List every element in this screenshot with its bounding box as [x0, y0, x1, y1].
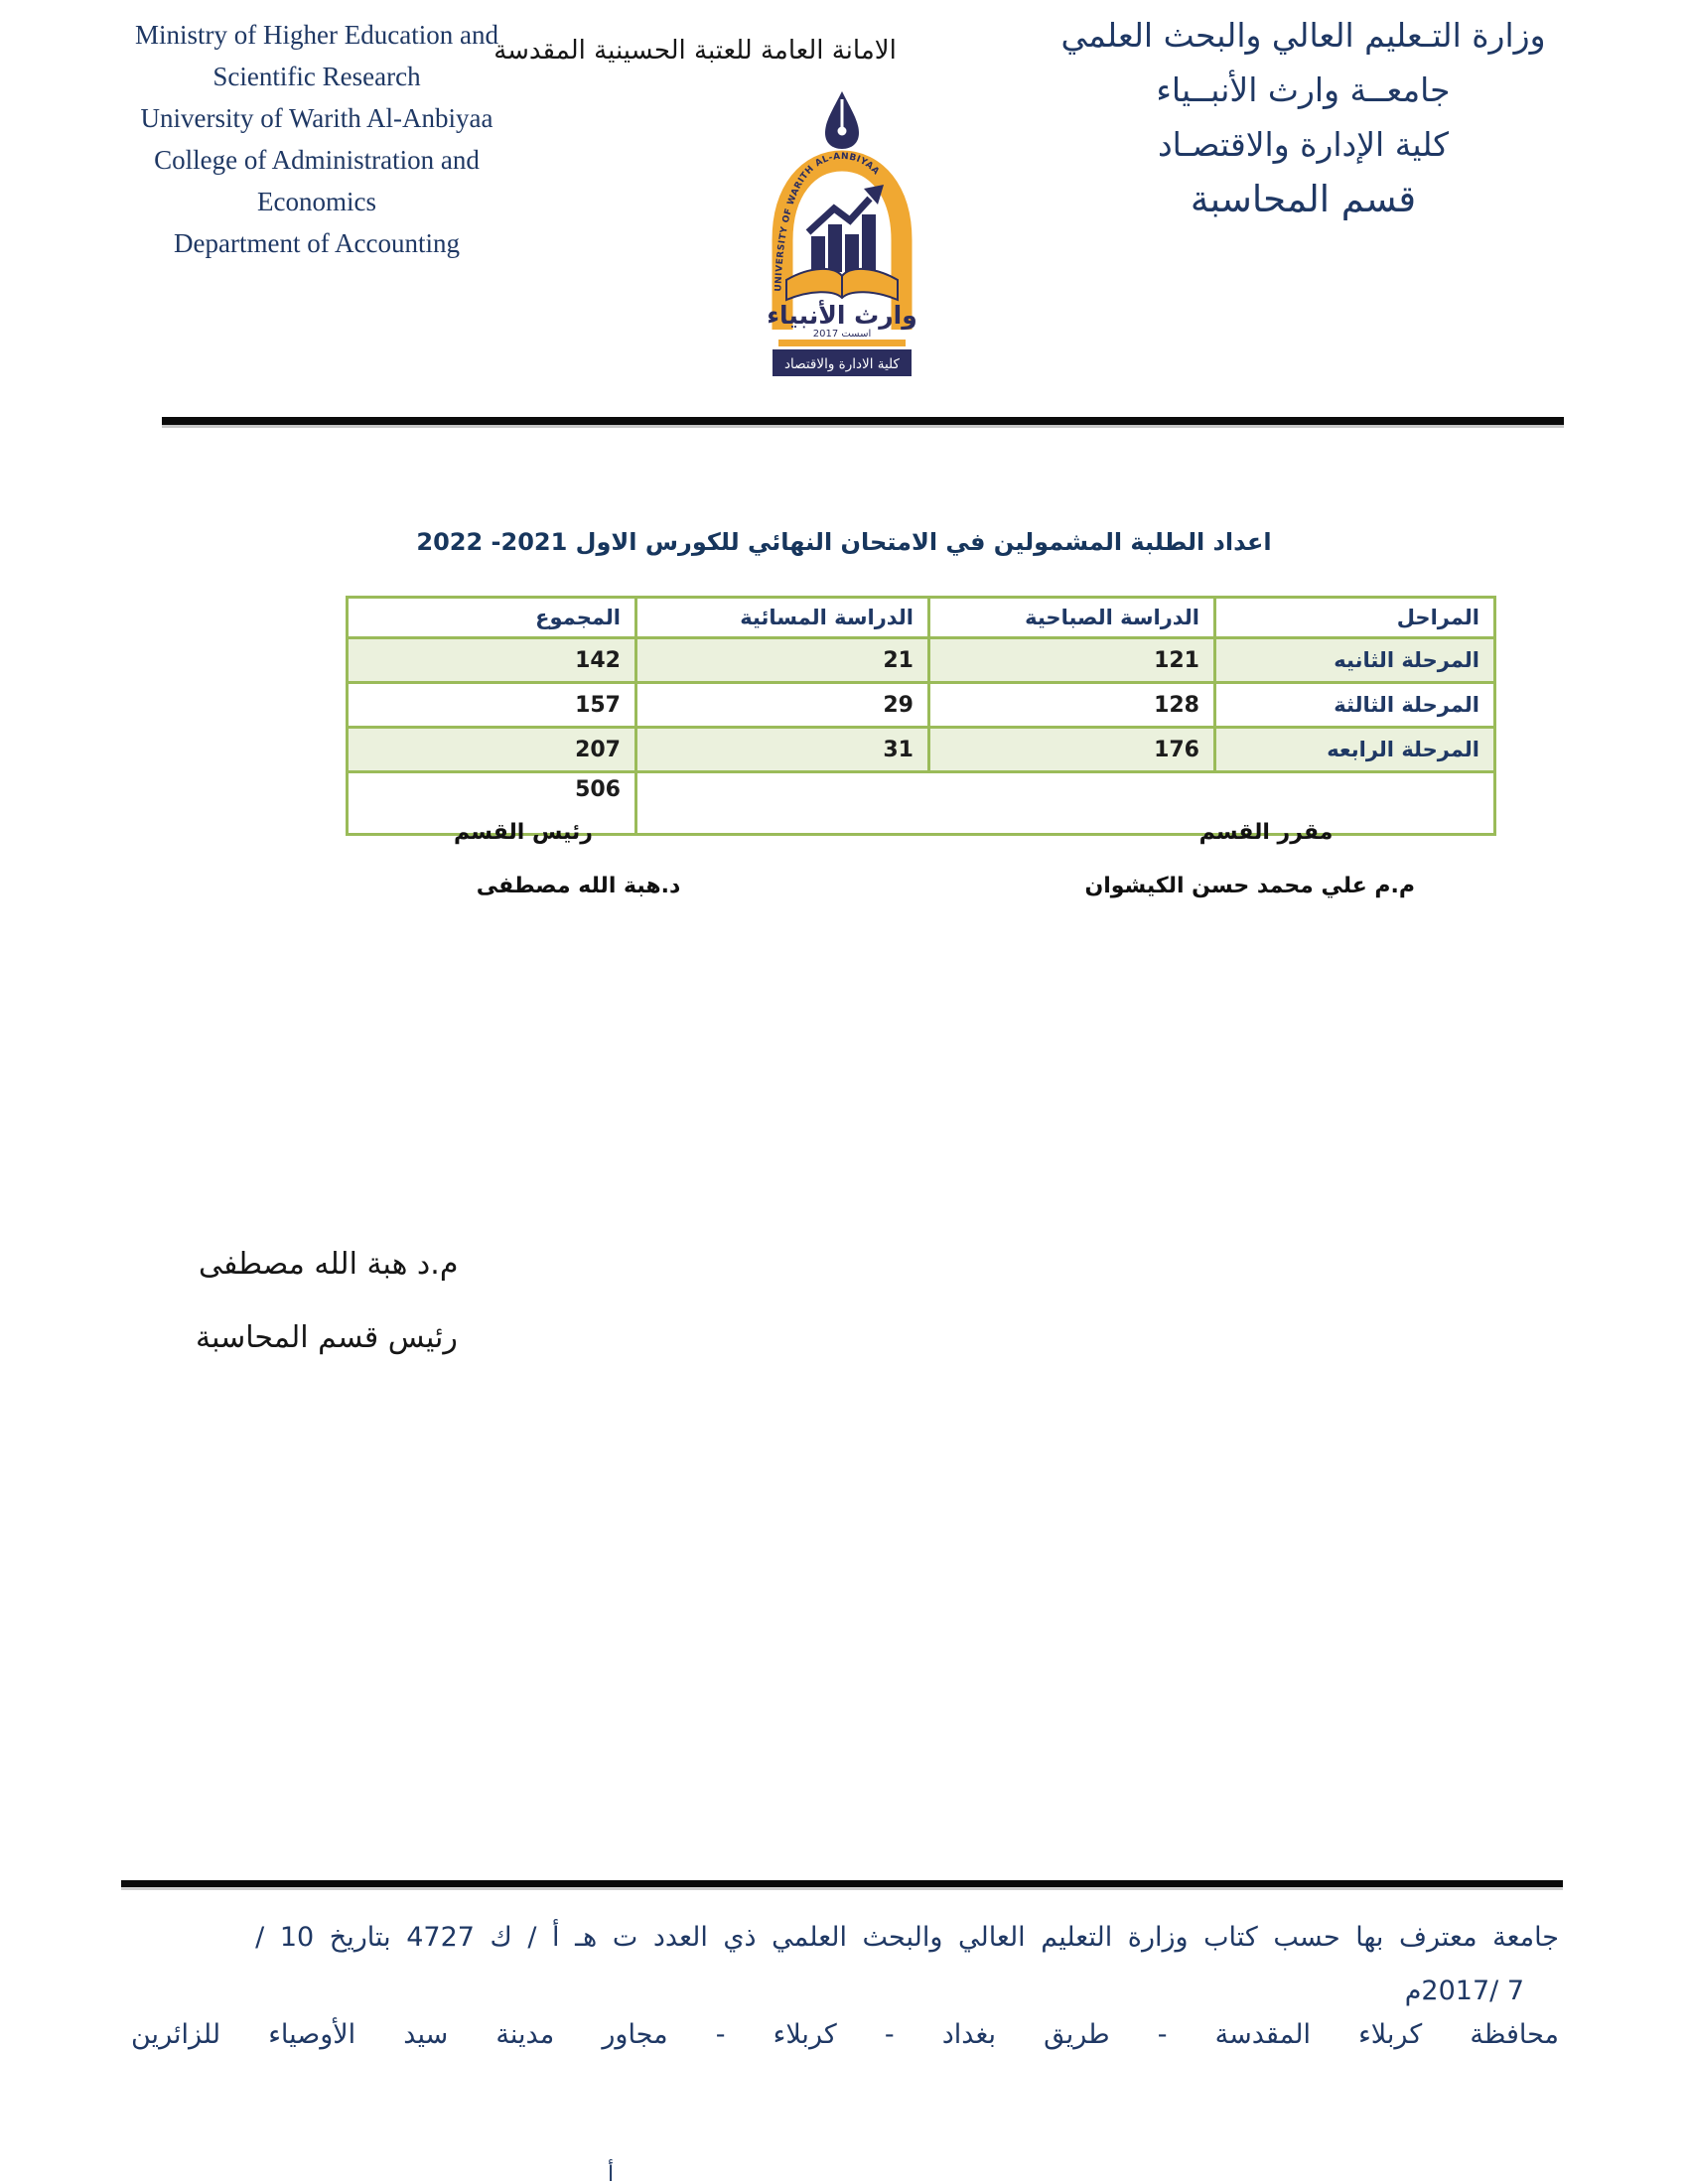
stage-cell: المرحلة الثانيه	[1215, 638, 1495, 683]
logo-calligraphy: وارث الأنبياء	[767, 301, 917, 330]
header-separator-rule	[162, 417, 1564, 428]
footer-address-line: محافظة كربلاء المقدسة - طريق بغداد - كربلاء - مجاور مدينة سيد الأوصياء للزائرين	[131, 2019, 1559, 2050]
department-rapporteur-title: مقرر القسم	[1198, 820, 1334, 845]
logo-arch-text: UNIVERSITY OF WARITH AL-ANBIYAA	[774, 151, 882, 292]
university-logo	[755, 85, 929, 379]
col-header-evening: الدراسة المسائية	[636, 598, 929, 638]
university-line-ar: جامعــة وارث الأنبــياء	[1156, 70, 1451, 109]
college-line-ar: كلية الإدارة والاقتصـاد	[1157, 125, 1450, 164]
stage-cell: المرحلة الرابعه	[1215, 728, 1495, 772]
table-row	[348, 638, 1495, 683]
total-cell: 157	[348, 683, 636, 728]
morning-cell: 128	[929, 683, 1215, 728]
logo-year: اسست 2017	[812, 329, 872, 340]
department-line-ar: قسم المحاسبة	[1190, 178, 1417, 220]
department-head-title: رئيس القسم	[454, 820, 593, 845]
footer-accreditation-line: جامعة معترف بها حسب كتاب وزارة التعليم العالي والبحث العلمي ذي العدد ت هـ أ / ك 4727 بتاريخ 10 /	[255, 1922, 1559, 1953]
university-logo-svg	[755, 85, 929, 379]
evening-cell: 29	[636, 683, 929, 728]
evening-cell: 31	[636, 728, 929, 772]
mid-signature-title: رئيس قسم المحاسبة	[196, 1320, 458, 1355]
university-line-en: University of Warith Al-Anbiyaa	[140, 103, 493, 133]
grand-total-cell: 506	[348, 772, 636, 835]
total-cell: 142	[348, 638, 636, 683]
department-head-name: د.هبة الله مصطفى	[476, 874, 681, 898]
footer-bottom-mark: أ	[608, 2162, 615, 2184]
department-rapporteur-name: م.م علي محمد حسن الكيشوان	[1084, 874, 1415, 898]
col-header-morning: الدراسة الصباحية	[929, 598, 1215, 638]
empty-merged-cell	[636, 772, 1495, 835]
logo-banner-text: كلية الادارة والاقتصاد	[784, 356, 900, 372]
header-arabic-block	[1013, 8, 1594, 226]
evening-cell: 21	[636, 638, 929, 683]
total-cell: 207	[348, 728, 636, 772]
bar-chart-icon	[808, 185, 884, 272]
footer-separator-rule	[121, 1880, 1563, 1890]
mid-signature-name: م.د هبة الله مصطفى	[199, 1247, 459, 1282]
department-line-en: Department of Accounting	[174, 228, 460, 258]
open-book-icon	[786, 269, 898, 300]
ministry-line-en: Ministry of Higher Education and	[135, 20, 498, 50]
col-header-total: المجموع	[348, 598, 636, 638]
footer-date-line: 7 /2017م	[1404, 1976, 1524, 2006]
ministry-line-en: Scientific Research	[212, 62, 421, 91]
students-count-table	[346, 596, 1496, 836]
college-line-en: College of Administration and	[154, 145, 480, 175]
ministry-line-ar: وزارة التـعليم العالي والبحث العلمي	[1060, 16, 1546, 55]
college-line-en: Economics	[257, 187, 376, 216]
table-header-row	[348, 598, 1495, 638]
header-secretariat-line: الامانة العامة للعتبة الحسينية المقدسة	[493, 36, 897, 66]
logo-orange-strip	[778, 340, 906, 346]
table-row	[348, 683, 1495, 728]
morning-cell: 176	[929, 728, 1215, 772]
col-header-stages: المراحل	[1215, 598, 1495, 638]
table-row	[348, 728, 1495, 772]
stage-cell: المرحلة الثالثة	[1215, 683, 1495, 728]
pen-nib-icon	[825, 91, 859, 149]
table-title: اعداد الطلبة المشمولين في الامتحان النهائي للكورس الاول 2021- 2022	[416, 528, 1272, 556]
morning-cell: 121	[929, 638, 1215, 683]
